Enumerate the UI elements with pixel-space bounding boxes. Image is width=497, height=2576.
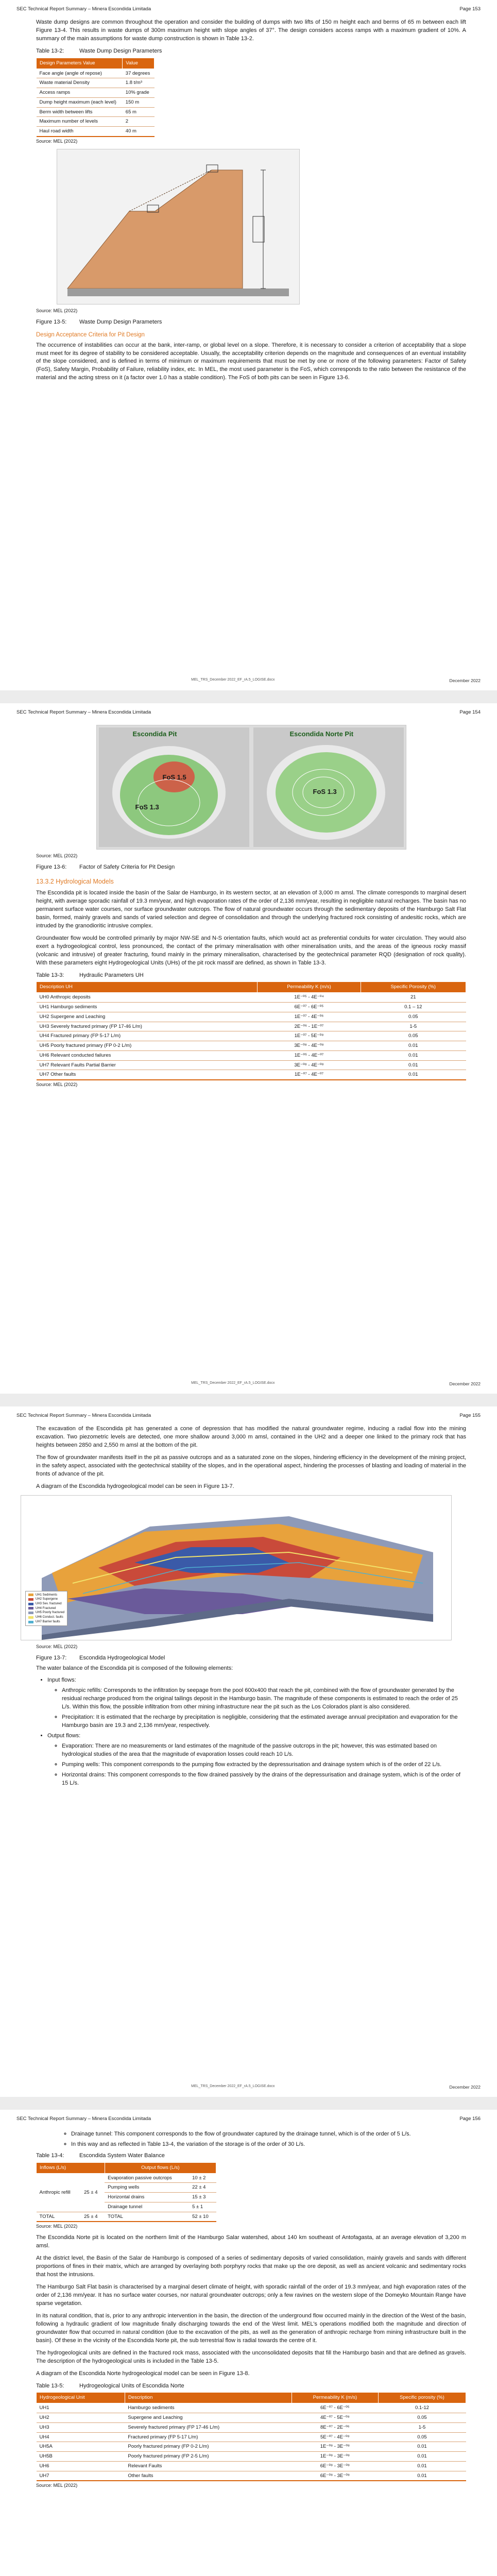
fos-label: FoS 1.3 xyxy=(135,803,159,811)
map-title-right: Escondida Norte Pit xyxy=(289,730,354,738)
list-item: • Output flows: ◦ Evaporation: There are no measurements or land estimates of the magnitude of the passive outcrops in the pit; however, this was estimated based on hydrological studies of the area that the magnitude of evaporation losses could reach 10 L/s. ◦ Pumping wells: This component corresponds to the pumping flow extracted by the depressurisation and drainage system which is of the order of 22 L/s. ◦ Horizontal drains: This component corresponds to the flow drained passively by the drains of the depressurisation and drainage system, which is of the order of 15 L/s. xyxy=(47,1732,466,1788)
table-source: Source: MEL (2022) xyxy=(36,2483,78,2488)
map-title-left: Escondida Pit xyxy=(132,730,177,738)
table-row: UH3 Severely fractured primary (FP 17-46 L/m) 2E⁻⁰⁶ - 1E⁻⁰⁷ 1-5 xyxy=(37,1022,466,1031)
model-legend: UH1 Sediments UH2 Supergene UH3 Sev. fractured UH4 Fractured UH5 Poorly fractured UH6 Conduct. faults UH7 Barrier faults xyxy=(25,1591,67,1626)
paragraph: Groundwater flow would be controlled primarily by major NW-SE and N-S orientation faults, which would act as preferential conduits for water circulation. They would also exert a hydrogeological control, less pronounced, the contact of the primary mineralisation with other mineralisation units, and the areas of the igneous rocky massif (volcanic and intrusive) of greater fracturing, found mainly in the primary mineralisation, characterised by the geotechnical parameter RQD (designation of rock quality). With these parameters eight Hydrogeological Units (UHs) of the pit rock massif are defined, as shown in Table 13-3. xyxy=(36,935,466,966)
waste-dump-table xyxy=(36,58,155,137)
page-number: Page 156 xyxy=(459,2116,481,2122)
page-header xyxy=(16,6,481,12)
table-row: UH7 Other faults 1E⁻⁰⁷ - 4E⁻⁰⁷ 0.01 xyxy=(37,1070,466,1080)
header-title: SEC Technical Report Summary – Minera Escondida Limitada xyxy=(16,2116,151,2122)
footer-date: December 2022 xyxy=(449,678,481,683)
continued-list xyxy=(57,2130,466,2149)
paragraph: The excavation of the Escondida pit has generated a cone of depression that has modified the natural groundwater regime, inducing a radial flow into the mining excavation. Two piezometric levels are detected, one more shallow around 3,000 m amsl, contained in the UH2 and a deeper one linked to the primary rock that has heights between 2850 and 2,550 m amsl at the bottom of the pit. xyxy=(36,1426,466,1448)
page-number: Page 155 xyxy=(459,1413,481,1418)
paragraph: The Escondida Norte pit is located on the northern limit of the Hamburgo Salar watershed, about 140 km southeast of Antofagasta, at an average elevation of 3,200 m amsl. xyxy=(36,2234,466,2249)
table-caption: Table 13-3: Hydraulic Parameters UH xyxy=(36,972,144,978)
report-page-155 xyxy=(0,1406,497,2097)
table-row: UH2 Supergene and Leaching 4E⁻⁰⁷ - 5E⁻⁰⁸ 0.05 xyxy=(37,2413,466,2422)
paragraph: At the district level, the Basin of the Salar de Hamburgo is composed of a series of sedimentary deposits of varied consolidation, mainly gravels and sands with different proportions of fines in their matrix, which are arranged by overlaying both porphyry rocks that make up the ore deposit, as well as ancient volcanic and sedimentary rocks that host the intrusions. xyxy=(36,2255,466,2278)
page-number: Page 154 xyxy=(459,709,481,715)
page-number: Page 153 xyxy=(459,6,481,12)
table-row: Horizontal drains 15 ± 3 xyxy=(37,2193,216,2202)
waste-dump-figure xyxy=(57,149,300,304)
table-row: UH5B Poorly fractured primary (FP 2-5 L/m) 1E⁻⁰⁸ - 3E⁻⁰⁸ 0.01 xyxy=(37,2452,466,2462)
hydraulic-parameters-table: Description UH Permeability K (m/s) Specific Porosity (%) UH0 Anthropic deposits 1E⁻⁰⁵ - 4E⁻⁰⁴ 21 UH1 Hamburgo sediments 6E⁻⁰⁷ - 6E⁻⁰⁵ 0.1 – 12 UH2 Supergene and Leaching 1E⁻⁰⁷ - 4E⁻⁰⁶ 0.05 UH3 Severely fractured primary (FP 17-46 L/m) 2E⁻⁰⁶ - 1E⁻⁰⁷ 1-5 UH4 Fractured primary (FP 5-17 L/m) 1E⁻⁰⁷ - 5E⁻⁰⁸ 0.05 UH5 Poorly fractured primary (FP 0-2 L/m) 3E⁻⁰⁸ - 4E⁻⁰⁸ 0.01 UH6 Relevant conducted failures 1E⁻⁰⁵ - 4E⁻⁰⁷ 0.01 UH7 Relevant Faults Partial Barrier 3E⁻⁰⁸ - 4E⁻⁰⁸ 0.01 UH7 Other faults 1E⁻⁰⁷ - 4E⁻⁰⁷ 0.01 xyxy=(36,981,466,1080)
paragraph: The Hamburgo Salt Flat basin is characterised by a marginal desert climate of height, with sporadic rainfall of the order of 19.3 mm/year, and high evaporation rates of the order of 2,136 mm/year. It has no surface water courses, nor natural groundwater outcrops; only a few ravines on the western slope of the Domeyko Mountain Range have sparse vegetation. xyxy=(36,2284,466,2307)
header-title: SEC Technical Report Summary – Minera Escondida Limitada xyxy=(16,6,151,12)
table-source: Source: MEL (2022) xyxy=(36,2224,78,2229)
figure-source: Source: MEL (2022) xyxy=(36,308,78,313)
figure-caption: Figure 13-7: Escondida Hydrogeological Model xyxy=(36,1654,165,1661)
table-row: Drainage tunnel 5 ± 1 xyxy=(37,2202,216,2212)
report-page-154 xyxy=(0,703,497,1394)
list-item: ◦ In this way and as reflected in Table 13-4, the variation of the storage is of the order of 30 L/s. xyxy=(71,2141,466,2149)
table-row: Access ramps 10% grade xyxy=(37,88,155,98)
table-row: Haul road width 40 m xyxy=(37,127,155,137)
table-row: Maximum number of levels 2 xyxy=(37,117,155,127)
figure-source: Source: MEL (2022) xyxy=(36,1643,78,1649)
list-item: • Input flows: ◦ Anthropic refills: Corresponds to the infiltration by seepage from the pool 600x400 that reach the pit, combined with the flow of groundwater generated by the residual recharge produced from the original tailings deposit in the Hamburgo basin. The magnitude of these components is estimated to reach the order of 25 L/s. Within this flow, the possible infiltration from other mining infrastructure near the pit such as the Los Colorados plant is also considered. ◦ Precipitation: It is estimated that the recharge by precipitation is negligible, considering that the estimated average annual precipitation and evaporation for the Hamburgo basin are 19.3 and 2,136 mm/year, respectively. xyxy=(47,1676,466,1730)
intro-paragraph: Waste dump designs are common throughout the operation and consider the building of dumps with two lifts of 150 m height each and berms of 65 m between each lift Figure 13-4. This results in waste dumps of 300m maximum height with slope angles of 37°. The design considers access ramps with a maximum gradient of 10%. A summary of the main assumptions for waste dump construction is shown in Table 13-2. xyxy=(36,19,466,42)
hydro-model-3d xyxy=(21,1496,451,1640)
table-row: UH0 Anthropic deposits 1E⁻⁰⁵ - 4E⁻⁰⁴ 21 xyxy=(37,993,466,1003)
table-row: UH6 Relevant conducted failures 1E⁻⁰⁵ - 4E⁻⁰⁷ 0.01 xyxy=(37,1050,466,1060)
table-row: UH2 Supergene and Leaching 1E⁻⁰⁷ - 4E⁻⁰⁶ 0.05 xyxy=(37,1012,466,1022)
table-row: UH3 Severely fractured primary (FP 17-46 L/m) 8E⁻⁰⁷ - 2E⁻⁰⁶ 1-5 xyxy=(37,2422,466,2432)
page-footer xyxy=(16,2084,481,2090)
list-item: ◦ Pumping wells: This component corresponds to the pumping flow extracted by the depressurisation and drainage system which is of the order of 22 L/s. xyxy=(62,1761,466,1769)
report-page-153 xyxy=(0,0,497,690)
table-row: Dump height maximum (each level) 150 m xyxy=(37,97,155,107)
table-row: UH6 Relevant Faults 6E⁻⁰⁸ - 3E⁻⁰⁸ 0.01 xyxy=(37,2461,466,2471)
table-row: UH4 Fractured primary (FP 5-17 L/m) 5E⁻⁰⁷ - 4E⁻⁰⁸ 0.05 xyxy=(37,2432,466,2442)
header-title: SEC Technical Report Summary – Minera Escondida Limitada xyxy=(16,709,151,715)
footer-file: MEL_TRS_December 2022_EF_rA.5_LOGISE.docx xyxy=(191,678,275,682)
header-title: SEC Technical Report Summary – Minera Escondida Limitada xyxy=(16,1413,151,1418)
paragraph: The hydrogeological units are defined in the fractured rock mass, associated with the unconsolidated deposits that fill the Hamburgo basin and that are defined as gravels. The description of the hydrogeological units is included in the Table 13-5. xyxy=(36,2349,466,2364)
table-row: UH4 Fractured primary (FP 5-17 L/m) 1E⁻⁰⁷ - 5E⁻⁰⁸ 0.05 xyxy=(37,1031,466,1041)
list-item: ◦ Horizontal drains: This component corresponds to the flow drained passively by the drains of the depressurisation and drainage system, which is of the order of 15 L/s. xyxy=(62,1771,466,1788)
table-row: Pumping wells 22 ± 4 xyxy=(37,2183,216,2193)
paragraph: The flow of groundwater manifests itself in the pit as passive outcrops and as a saturated zone on the slopes, hindering efficiency in the development of the mining project, in the safety aspect, associated with the geotechnical stability of the slopes, and in the operational aspect, hindering the processes of blasting and loading of material in the fronts of advance of the pit. xyxy=(36,1454,466,1477)
table-source: Source: MEL (2022) xyxy=(36,1082,78,1088)
table-row: UH5 Poorly fractured primary (FP 0-2 L/m) 3E⁻⁰⁸ - 4E⁻⁰⁸ 0.01 xyxy=(37,1041,466,1051)
table-row: Face angle (angle of repose) 37 degrees xyxy=(37,69,155,78)
water-balance-list xyxy=(36,1676,466,1787)
fos-maps xyxy=(97,725,406,849)
report-page-156 xyxy=(0,2110,497,2576)
table-header: Value xyxy=(123,58,155,69)
list-item: ◦ Anthropic refills: Corresponds to the infiltration by seepage from the pool 600x400 that reach the pit, combined with the flow of groundwater generated by the residual recharge produced from the original tailings deposit in the Hamburgo basin. The magnitude of these components is estimated to reach the order of 25 L/s. Within this flow, the possible infiltration from other mining infrastructure near the pit such as the Los Colorados plant is also considered. xyxy=(62,1687,466,1711)
page-header xyxy=(16,709,481,715)
table-row: UH1 Hamburgo sediments 6E⁻⁰⁷ - 6E⁻⁰⁵ 0.1 – 12 xyxy=(37,1003,466,1012)
page-header xyxy=(16,2116,481,2122)
figure-caption: Figure 13-6: Factor of Safety Criteria for Pit Design xyxy=(36,864,175,871)
table-row: UH5A Poorly fractured primary (FP 0-2 L/m) 1E⁻⁰⁸ - 3E⁻⁰⁸ 0.01 xyxy=(37,2442,466,2452)
footer-file: MEL_TRS_December 2022_EF_rA.5_LOGISE.docx xyxy=(191,1381,275,1385)
paragraph: The occurrence of instabilities can occur at the bank, inter-ramp, or global level on a slope. Therefore, it is necessary to consider a criterion of acceptability that a slope must meet for its degree of stability to be considered acceptable. Usually, the acceptability criterion depends on the magnitude and consequences of an eventual instability of the slope considered, and is defined in terms of minimum or maximum requirements that must be met by one or more of the following parameters: Factor of Safety (FoS), Safety Margin, Probability of Failure, reliability index, etc. In MEL, the most used parameter is the FoS, which corresponds to the ratio between the resistance of the material and the acting stress on it (a factor over 1.0 has a stable condition). The FoS of both pits can be seen in Figure 13-6. xyxy=(36,342,466,381)
figure-caption: Figure 13-5: Waste Dump Design Parameters xyxy=(36,318,162,325)
table-row: Berm width between lifts 65 m xyxy=(37,107,155,117)
section-heading: 13.3.2 Hydrological Models xyxy=(36,877,114,885)
table-row: TOTAL 25 ± 4 TOTAL 52 ± 10 xyxy=(37,2212,216,2222)
fos-figure xyxy=(96,725,406,850)
table-row: UH7 Other faults 6E⁻⁰⁸ - 3E⁻⁰⁸ 0.01 xyxy=(37,2471,466,2481)
table-row: Anthropic refill 25 ± 4 Evaporation passive outcrops 10 ± 2 xyxy=(37,2173,216,2183)
page-footer xyxy=(16,678,481,683)
fos-label: FoS 1.5 xyxy=(162,773,186,781)
table-caption: Table 13-2: Waste Dump Design Parameters xyxy=(36,47,162,54)
list-item: ◦ Drainage tunnel: This component corresponds to the flow of groundwater captured by the drainage tunnel, which is of the order of 5 L/s. xyxy=(71,2130,466,2139)
paragraph: A diagram of the Escondida Norte hydrogeological model can be seen in Figure 13-8. xyxy=(36,2370,250,2377)
table-row: UH1 Hamburgo sediments 6E⁻⁰⁷ - 6E⁻⁰⁵ 0.1-12 xyxy=(37,2403,466,2413)
table-caption: Table 13-4: Escondida System Water Balance xyxy=(36,2152,165,2159)
hydrogeological-model-figure xyxy=(21,1495,452,1640)
footer-date: December 2022 xyxy=(449,1381,481,1386)
page-header xyxy=(16,1413,481,1418)
footer-date: December 2022 xyxy=(449,2084,481,2090)
table-source: Source: MEL (2022) xyxy=(36,138,78,144)
paragraph: The water balance of the Escondida pit is composed of the following elements: xyxy=(36,1665,233,1671)
table-row: Waste material Density 1.8 t/m³ xyxy=(37,78,155,88)
hydrogeological-units-table: Hydrogeological Unit Description Permeability K (m/s) Specific porosity (%) UH1 Hamburgo sediments 6E⁻⁰⁷ - 6E⁻⁰⁵ 0.1-12 UH2 Supergene and Leaching 4E⁻⁰⁷ - 5E⁻⁰⁸ 0.05 UH3 Severely fractured primary (FP 17-46 L/m) 8E⁻⁰⁷ - 2E⁻⁰⁶ 1-5 UH4 Fractured primary (FP 5-17 L/m) 5E⁻⁰⁷ - 4E⁻⁰⁸ 0.05 UH5A Poorly fractured primary (FP 0-2 L/m) 1E⁻⁰⁸ - 3E⁻⁰⁸ 0.01 UH5B Poorly fractured primary (FP 2-5 L/m) 1E⁻⁰⁸ - 3E⁻⁰⁸ 0.01 UH6 Relevant Faults 6E⁻⁰⁸ - 3E⁻⁰⁸ 0.01 UH7 Other faults 6E⁻⁰⁸ - 3E⁻⁰⁸ 0.01 xyxy=(36,2392,466,2481)
table-caption: Table 13-5: Hydrogeological Units of Escondida Norte xyxy=(36,2382,184,2389)
waste-dump-diagram xyxy=(57,149,299,304)
paragraph: In its natural condition, that is, prior to any anthropic intervention in the basin, the direction of the underground flow occurred mainly in the direction of the West of the basin, following a hydraulic gradient of low magnitude finally discharging towards the end of the West limit. MEL's operations modified both the magnitude and direction of groundwater flow that occurred in natural condition (due to the excavation of the pits, as well as the generation of anthropic recharge from mining infrastructure built in the basin). Of these in the vicinity of the Escondida Norte pit, the sub terrestrial flow is radial towards the centre of it. xyxy=(36,2312,466,2344)
fos-label: FoS 1.3 xyxy=(313,788,337,795)
figure-source: Source: MEL (2022) xyxy=(36,853,78,858)
paragraph: A diagram of the Escondida hydrogeological model can be seen in Figure 13-7. xyxy=(36,1483,234,1489)
table-row: UH7 Relevant Faults Partial Barrier 3E⁻⁰⁸ - 4E⁻⁰⁸ 0.01 xyxy=(37,1060,466,1070)
list-item: ◦ Evaporation: There are no measurements or land estimates of the magnitude of the passive outcrops in the pit; however, this was estimated based on hydrological studies of the area that the magnitude of evaporation losses could reach 10 L/s. xyxy=(62,1742,466,1759)
page-footer xyxy=(16,1381,481,1386)
subheading: Design Acceptance Criteria for Pit Design xyxy=(36,331,145,338)
table-header: Design Parameters Value xyxy=(37,58,123,69)
footer-file: MEL_TRS_December 2022_EF_rA.5_LOGISE.docx xyxy=(191,2084,275,2088)
list-item: ◦ Precipitation: It is estimated that the recharge by precipitation is negligible, considering that the estimated average annual precipitation and evaporation for the Hamburgo basin are 19.3 and 2,136 mm/year, respectively. xyxy=(62,1714,466,1730)
water-balance-table: Inflows (L/s) Output flows (L/s) Anthropic refill 25 ± 4 Evaporation passive outcrops 10 ± 2 Pumping wells 22 ± 4 Horizontal drains 15 ± 3 Drainage tunnel 5 ± 1 TOTAL 25 ± 4 TOTAL 52 ± 10 xyxy=(36,2162,216,2223)
paragraph: The Escondida pit is located inside the basin of the Salar de Hamburgo, in its western sector, at an elevation of 3,000 m amsl. The climate corresponds to marginal desert height, with average sporadic rainfall of 19.3 mm/year, and high evaporation rates of the order of 2,136 mm/year, resulting in negligible natural recharges. The basin has no permanent surface water courses, nor surface groundwater outcrops. The flow of natural groundwater occurs through the sedimentary deposits of the Hamburgo Salt Flat basin, formed, mainly gravels and sands of varied selection and degree of consolidation and through the underlying fractured rock consisting of andesitic rocks, which are intruded by the granodioritic intrusive complex. xyxy=(36,890,466,929)
